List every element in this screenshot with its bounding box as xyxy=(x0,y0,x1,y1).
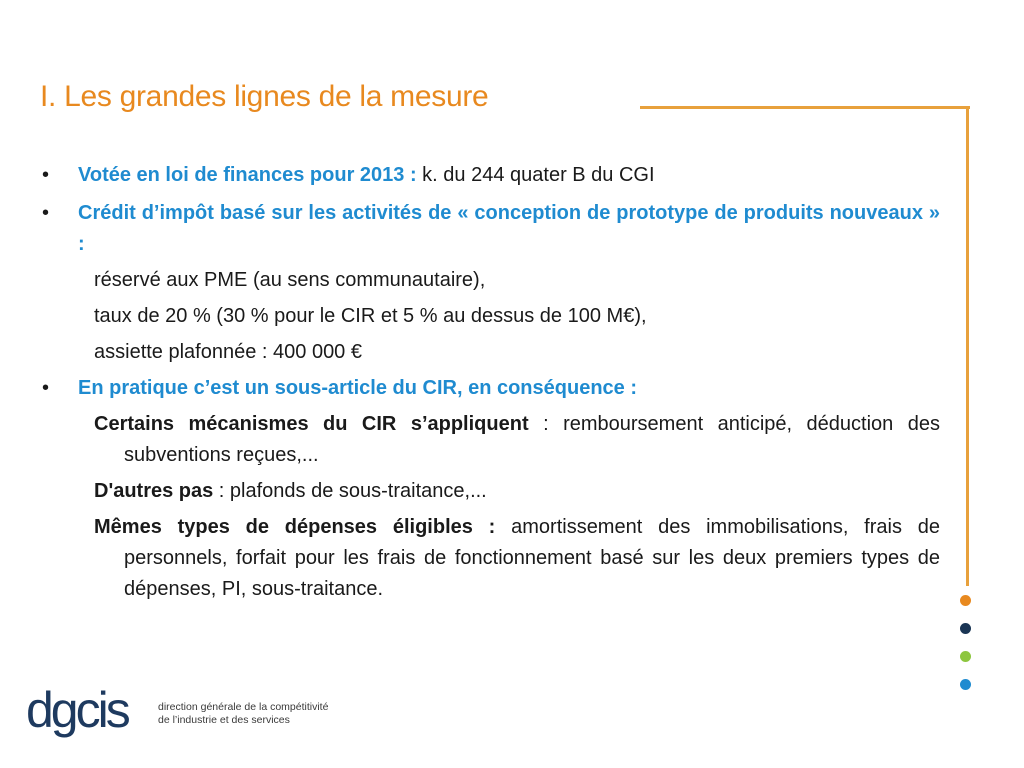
decor-dot-green xyxy=(960,651,971,662)
decor-dot-navy xyxy=(960,623,971,634)
bullet-3-sub-2-bold: D'autres pas xyxy=(94,480,214,502)
bullet-mark: • xyxy=(42,377,50,399)
dgcis-logo-word: dgcis xyxy=(26,683,128,738)
bullet-3-label: En pratique c’est un sous-article du CIR, en conséquence : xyxy=(78,377,638,399)
bullet-1-label: Votée en loi de finances pour 2013 : xyxy=(78,164,417,186)
bullet-2-sub-1: réservé aux PME (au sens communautaire), xyxy=(94,269,486,291)
bullet-2-label: Crédit d’impôt basé sur les activités de « conception de prototype de produits nouveaux » : xyxy=(78,202,940,255)
bullet-3-sub-3 xyxy=(42,512,940,605)
bullet-1 xyxy=(42,160,940,191)
bullet-2 xyxy=(42,198,940,260)
decor-dot-blue xyxy=(960,679,971,690)
bullet-2-sub-2: taux de 20 % (30 % pour le CIR et 5 % au dessus de 100 M€), xyxy=(94,305,647,327)
logo-caption-line-1: direction générale de la compétitivité xyxy=(158,701,329,713)
dgcis-logo-caption xyxy=(158,701,328,727)
bullet-mark: • xyxy=(42,164,50,186)
frame-top-line xyxy=(640,106,970,109)
bullet-3-sub-3-text: amortissement des immobilisations, frais de personnels, forfait pour les frais de fonctionnement basé sur les deux premiers types de dépenses, PI, sous-traitance. xyxy=(124,516,940,600)
slide-title: I. Les grandes lignes de la mesure xyxy=(40,80,489,113)
bullet-3-sub-1 xyxy=(42,409,940,471)
bullet-1-text: k. du 244 quater B du CGI xyxy=(416,164,655,186)
bullet-3-sub-3-bold: Mêmes types de dépenses éligibles : xyxy=(94,516,496,538)
logo-caption-line-2: de l’industrie et des services xyxy=(158,714,290,726)
bullet-3-sub-2 xyxy=(42,476,940,507)
slide-body xyxy=(42,160,940,605)
bullet-3-sub-2-text: : plafonds de sous-traitance,... xyxy=(213,480,487,502)
bullet-3-sub-1-bold: Certains mécanismes du CIR s’appliquent xyxy=(94,413,529,435)
frame-right-line xyxy=(966,106,969,586)
bullet-2-sub-3: assiette plafonnée : 400 000 € xyxy=(94,341,362,363)
bullet-mark: • xyxy=(42,202,50,224)
bullet-3 xyxy=(42,373,940,404)
decor-dot-orange xyxy=(960,595,971,606)
bullet-3-sub-1-text: : remboursement anticipé, déduction des subventions reçues,... xyxy=(124,413,940,466)
